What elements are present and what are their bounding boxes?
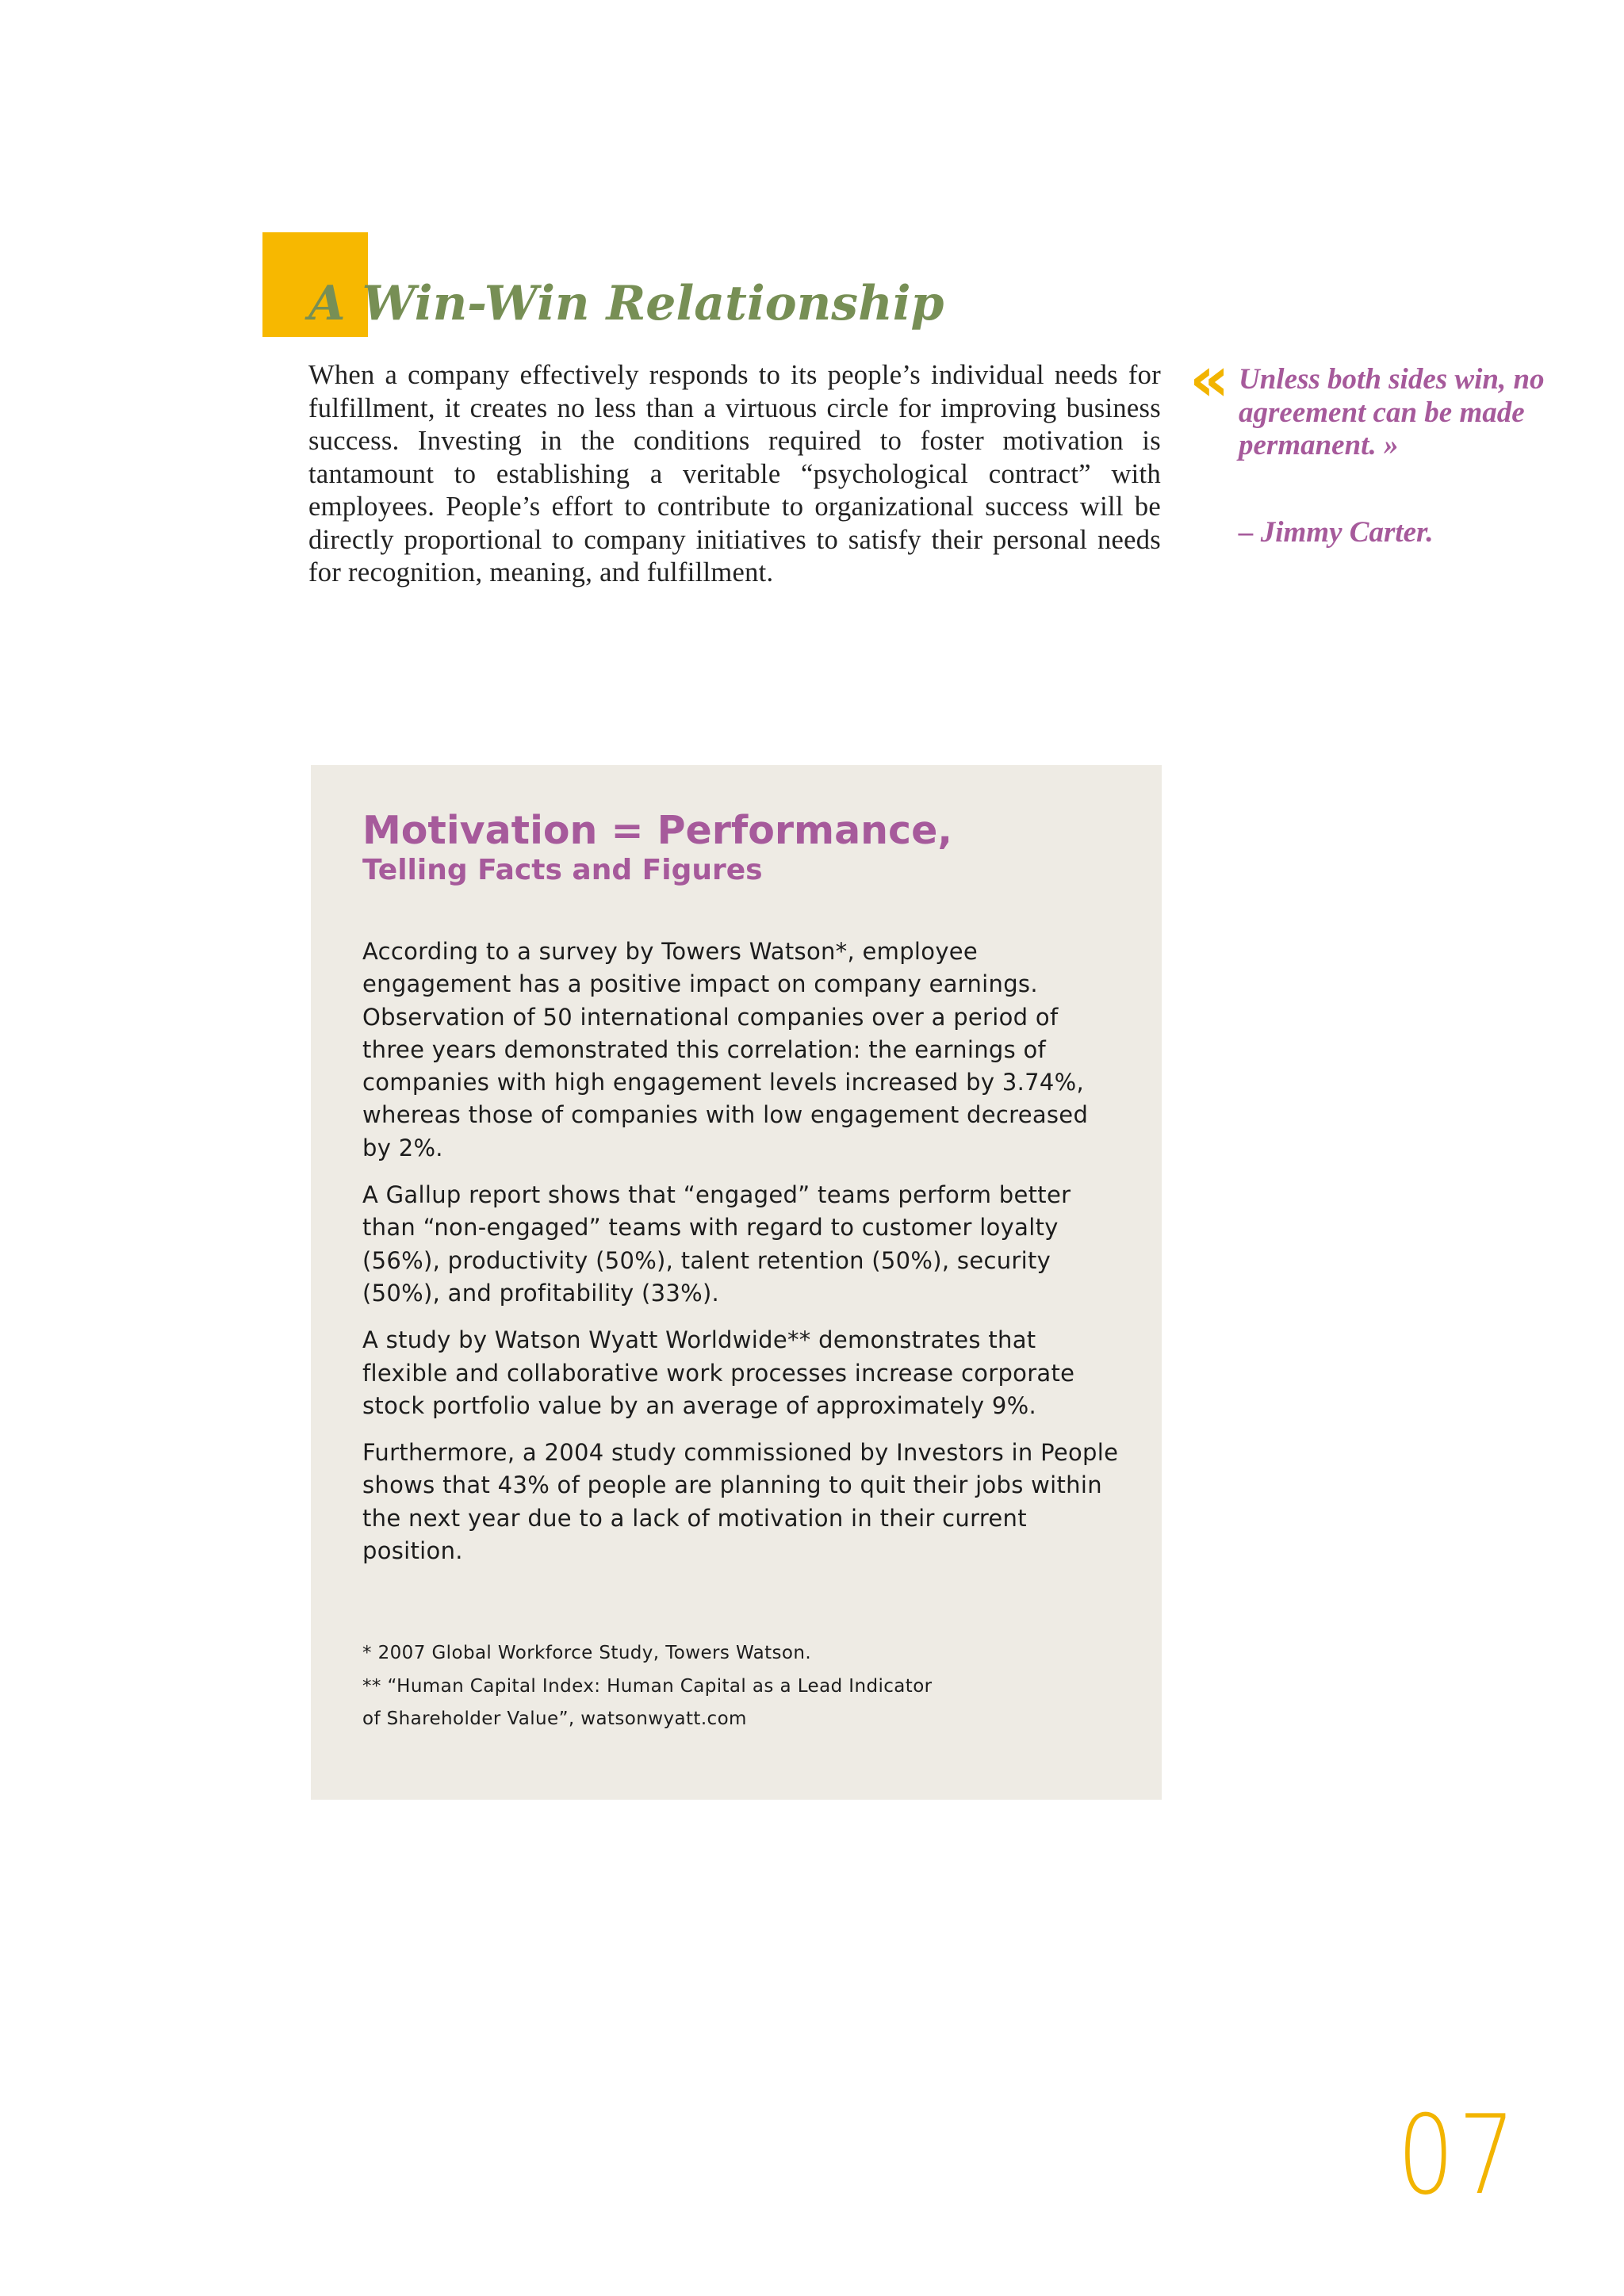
footnotes <box>362 1637 1124 1736</box>
facts-paragraph: According to a survey by Towers Watson*, employee engagement has a positive impact on company earnings. Observation of 50 international companies over a period of three years demonstrated this correlation: the earnings of companies with high engagement levels increased by 3.74%, whereas those of companies with low engagement decreased by 2%. <box>362 938 1089 1161</box>
facts-box-title: Motivation = Performance, <box>362 808 952 853</box>
pull-quote-text: Unless both sides win, no agreement can be made permanent. » <box>1239 363 1545 461</box>
quote-mark-icon: « <box>1189 344 1230 415</box>
pull-quote-author: – Jimmy Carter. <box>1239 516 1434 549</box>
footnote: ** “Human Capital Index: Human Capital as a Lead Indicator <box>362 1675 933 1697</box>
facts-paragraph: A Gallup report shows that “engaged” teams perform better than “non-engaged” teams with regard to customer loyalty (56%), productivity (50%), talent retention (50%), security (50%), and profitability (33%). <box>362 1181 1071 1307</box>
facts-box-subtitle: Telling Facts and Figures <box>362 854 763 886</box>
facts-box <box>311 765 1162 1800</box>
facts-box-body <box>362 936 1124 1582</box>
facts-paragraph: Furthermore, a 2004 study commissioned by Investors in People shows that 43% of people are planning to quit their jobs within the next year due to a lack of motivation in their current position. <box>362 1439 1119 1565</box>
intro-paragraph: When a company effectively responds to its people’s individual needs for fulfillment, it creates no less than a virtuous circle for improving business success. Investing in the conditions required to foster motivation is tantamount to establishing a veritable “psychological contract” with employees. People’s effort to contribute to organizational success will be directly proportional to company initiatives to satisfy their personal needs for recognition, meaning, and fulfillment. <box>308 360 1161 587</box>
facts-paragraph: A study by Watson Wyatt Worldwide** demonstrates that flexible and collaborative work processes increase corporate stock portfolio value by an average of approximately 9%. <box>362 1326 1075 1419</box>
section-heading: A Win-Win Relationship <box>308 276 944 331</box>
footnote: of Shareholder Value”, watsonwyatt.com <box>362 1709 747 1729</box>
page-number: 07 <box>1397 2091 1519 2219</box>
footnote: * 2007 Global Workforce Study, Towers Watson. <box>362 1643 812 1663</box>
